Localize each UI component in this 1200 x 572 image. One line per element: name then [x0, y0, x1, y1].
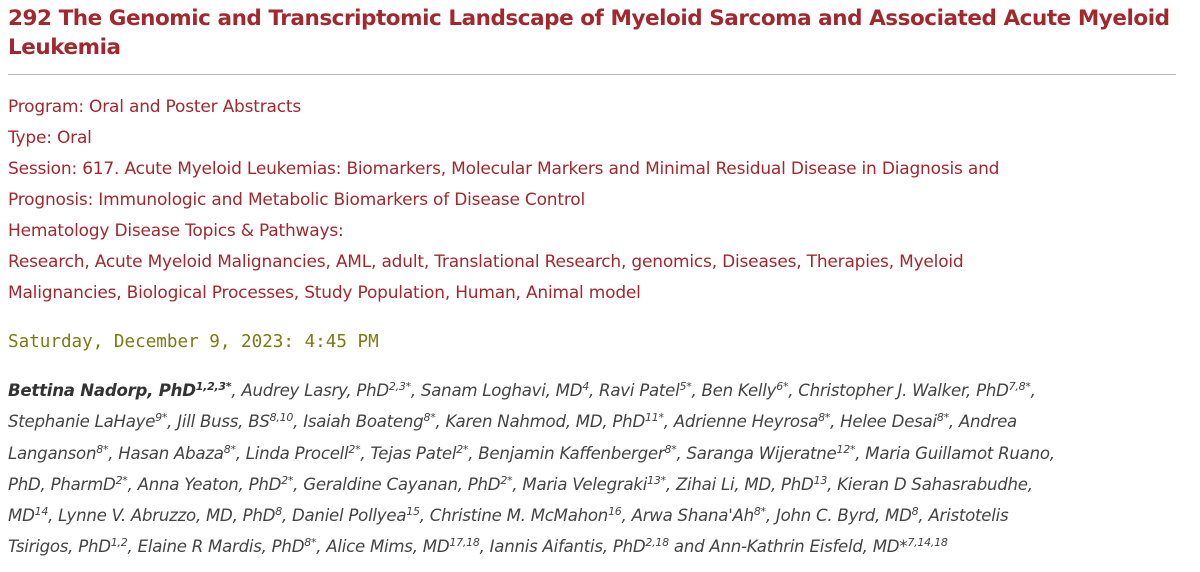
author-affiliation: 8* [223, 442, 236, 456]
author-name: , Benjamin Kaffenberger [468, 443, 665, 463]
author-line [8, 375, 1188, 406]
author-name: , Andrea [948, 412, 1017, 432]
author-name: , Sanam Loghavi, MD [410, 381, 583, 400]
author-name: , Audrey Lasry, PhD [231, 381, 389, 400]
author-affiliation: 5* [679, 380, 692, 393]
author-affiliation: 15 [406, 505, 420, 519]
author-name: Tsirigos, PhD [8, 537, 111, 557]
author-affiliation: 2* [281, 473, 294, 487]
author-name: , Isaiah Boateng [293, 412, 424, 432]
author-affiliation: 8,10 [269, 411, 294, 425]
abstract-title-line: Leukemia [8, 35, 121, 60]
abstract-title-line: 292 The Genomic and Transcriptomic Landscape of Myeloid Sarcoma and Associated Acute Myeloid [8, 6, 1170, 31]
type-label: Type: Oral [8, 128, 92, 148]
topics-heading: Hematology Disease Topics & Pathways: [8, 221, 344, 241]
author-affiliation: 8* [304, 536, 317, 550]
presentation-date: Saturday, December 9, 2023: 4:45 PM [8, 332, 379, 352]
author-name: and Ann-Kathrin Eisfeld, MD* [668, 537, 908, 557]
topics-list-continued: Malignancies, Biological Processes, Study Population, Human, Animal model [8, 283, 641, 303]
author-name: , Zihai Li, MD, PhD [665, 474, 814, 494]
author-name: , John C. Byrd, MD [765, 506, 912, 526]
author-affiliation: 11* [644, 411, 664, 425]
author-name: , Anna Yeaton, PhD [127, 474, 282, 494]
author-affiliation: 17,18 [449, 536, 480, 550]
author-affiliation: 2* [348, 442, 361, 456]
author-affiliation: 2* [500, 473, 513, 487]
author-affiliation: 4 [582, 380, 589, 393]
author-affiliation: 13 [813, 473, 828, 487]
author-name: , Geraldine Cayanan, PhD [293, 474, 501, 494]
author-name: , Maria Guillamot Ruano, [855, 443, 1055, 463]
author-name: , Elaine R Mardis, PhD [127, 537, 305, 557]
author-line [8, 469, 1188, 500]
author-list [8, 375, 1188, 563]
presenting-author: Bettina Nadorp, PhD [8, 381, 196, 400]
title-divider [8, 74, 1176, 75]
author-affiliation: 2,18 [645, 536, 669, 550]
author-affiliation: 16 [608, 505, 622, 519]
author-name: , Christine M. McMahon [419, 506, 609, 526]
author-line [8, 438, 1188, 469]
abstract-title [8, 4, 1188, 62]
author-name: , Arwa Shana'Ah [621, 506, 754, 526]
author-name: , Daniel Pollyea [281, 506, 407, 526]
author-affiliation: 7,8* [1008, 380, 1031, 393]
author-name: , Maria Velegraki [512, 474, 648, 494]
author-name: , Saranga Wijeratne [676, 443, 837, 463]
author-name: , Karen Nahmod, MD, PhD [435, 412, 645, 432]
author-affiliation: 8 [275, 505, 282, 519]
author-affiliation: 8* [664, 442, 677, 456]
author-line [8, 500, 1188, 531]
author-affiliation: 1,2 [110, 536, 128, 550]
author-affiliation: 1,2,3* [195, 380, 232, 393]
author-name: , Ben Kelly [691, 381, 777, 400]
author-affiliation: 8* [936, 411, 949, 425]
author-name: , Alice Mims, MD [316, 537, 450, 557]
session-label-continued: Prognosis: Immunologic and Metabolic Biomarkers of Disease Control [8, 190, 585, 210]
author-affiliation: 2* [456, 442, 469, 456]
topics-list: Research, Acute Myeloid Malignancies, AML, adult, Translational Research, genomics, Diseases, Therapies, Myeloid [8, 252, 964, 272]
author-name: , [1030, 381, 1036, 400]
author-line [8, 406, 1188, 437]
author-affiliation: 12* [836, 442, 856, 456]
author-affiliation: 8* [818, 411, 831, 425]
author-affiliation: 13* [647, 473, 666, 487]
author-affiliation: 8* [423, 411, 436, 425]
author-name: , Christopher J. Walker, PhD [788, 381, 1009, 400]
author-name: , Tejas Patel [360, 443, 457, 463]
author-name: Langanson [8, 443, 97, 463]
author-affiliation: 8* [753, 505, 766, 519]
author-name: , Hasan Abaza [108, 443, 224, 463]
author-name: , Iannis Aifantis, PhD [479, 537, 646, 557]
author-name: , Jill Buss, BS [167, 412, 270, 432]
author-name: , Linda Procell [235, 443, 349, 463]
author-name: , Kieran D Sahasrabudhe, [827, 474, 1033, 494]
author-affiliation: 2* [115, 473, 128, 487]
program-label: Program: Oral and Poster Abstracts [8, 97, 301, 117]
author-affiliation: 9* [155, 411, 168, 425]
session-label: Session: 617. Acute Myeloid Leukemias: Biomarkers, Molecular Markers and Minimal Residual Disease in Diagnosis and [8, 159, 1000, 179]
author-name: Stephanie LaHaye [8, 412, 156, 432]
author-affiliation: 2,3* [388, 380, 411, 393]
author-affiliation: 8 [911, 505, 919, 519]
author-name: PhD, PharmD [8, 474, 116, 494]
author-name: , Helee Desai [830, 412, 937, 432]
author-name: , Aristotelis [918, 506, 1009, 526]
author-line [8, 531, 1188, 562]
author-affiliation: 8* [96, 442, 109, 456]
author-name: , Lynne V. Abruzzo, MD, PhD [48, 506, 276, 526]
author-affiliation: 14 [34, 505, 49, 519]
author-name: MD [8, 506, 35, 526]
abstract-meta [8, 92, 1188, 309]
author-affiliation: 7,14,18 [907, 536, 948, 550]
author-name: , Adrienne Heyrosa [663, 412, 819, 432]
author-affiliation: 6* [776, 380, 789, 393]
author-name: , Ravi Patel [589, 381, 680, 400]
